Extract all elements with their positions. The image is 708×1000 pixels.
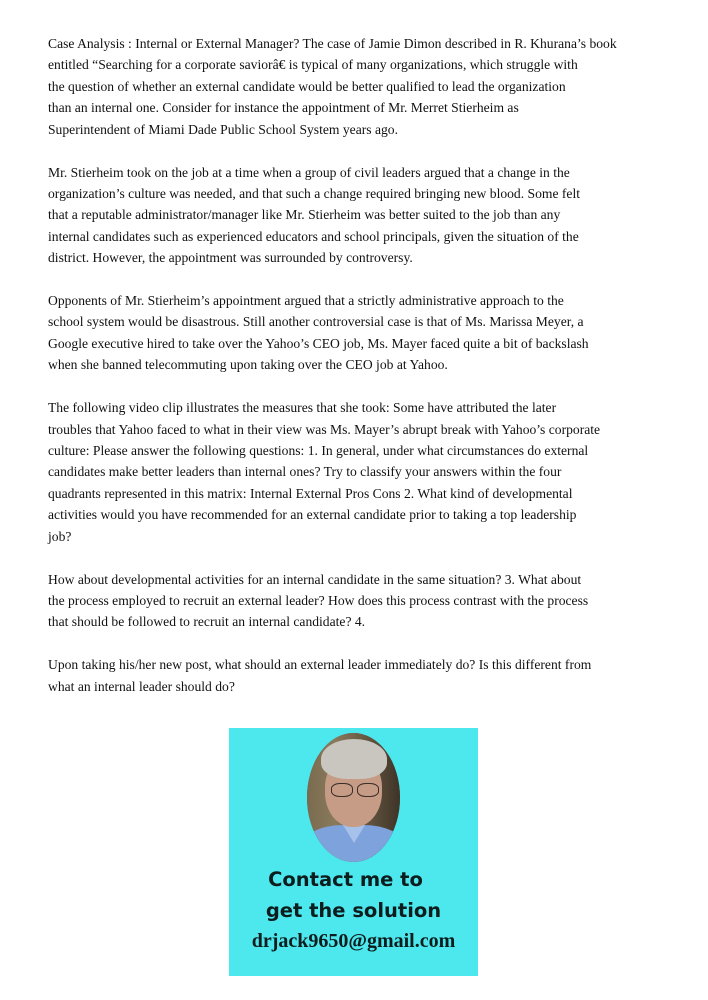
text-line: the question of whether an external candidate would be better qualified to lead the organization (48, 78, 566, 94)
text-line: that should be followed to recruit an internal candidate? 4. (48, 614, 366, 630)
text-line: Mr. Stierheim took on the job at a time when a group of civil leaders argued that a change in the (48, 164, 570, 180)
contact-banner (229, 728, 478, 976)
contact-heading-line-1: Contact me to (268, 868, 423, 891)
contact-heading-line-2: get the solution (265, 899, 442, 922)
text-line: Case Analysis : Internal or External Manager? The case of Jamie Dimon described in R. Khurana’s book (48, 36, 617, 51)
paragraph-stierheim (48, 162, 668, 269)
text-line: entitled “Searching for a corporate saviorâ€ is typical of many organizations, which struggle with (48, 57, 578, 73)
contact-email: drjack9650@gmail.com (251, 930, 456, 952)
text-line: school system would be disastrous. Still another controversial case is that of Ms. Marissa Meyer, a (48, 314, 584, 330)
paragraph-intro (48, 33, 668, 140)
text-line: Opponents of Mr. Stierheim’s appointment argued that a strictly administrative approach to the (48, 293, 564, 309)
text-line: troubles that Yahoo faced to what in their view was Ms. Mayer’s abrupt break with Yahoo’s corporate (48, 421, 601, 437)
glasses-icon (357, 783, 379, 797)
text-line: The following video clip illustrates the measures that she took: Some have attributed the later (48, 400, 557, 416)
text-line: quadrants represented in this matrix: Internal External Pros Cons 2. What kind of developmental (48, 485, 573, 501)
person-portrait-icon (307, 733, 400, 862)
text-line: Google executive hired to take over the Yahoo’s CEO job, Ms. Mayer faced quite a bit of backslash (48, 335, 589, 351)
text-line: Upon taking his/her new post, what should an external leader immediately do? Is this different from (48, 657, 592, 673)
text-line: How about developmental activities for an internal candidate in the same situation? 3. What about (48, 571, 582, 587)
text-line: than an internal one. Consider for instance the appointment of Mr. Merret Stierheim as (48, 100, 519, 116)
text-line: activities would you have recommended for an external candidate prior to taking a top leadership (48, 507, 577, 523)
text-line: when she banned telecommuting upon taking over the CEO job at Yahoo. (48, 357, 448, 373)
text-line: candidates make better leaders than internal ones? Try to classify your answers within the four (48, 464, 562, 480)
glasses-icon (331, 783, 353, 797)
text-line: job? (48, 528, 72, 544)
text-line: culture: Please answer the following questions: 1. In general, under what circumstances do external (48, 443, 589, 458)
paragraph-questions (48, 397, 668, 547)
paragraph-internal-candidate (48, 569, 668, 633)
text-line: Superintendent of Miami Dade Public School System years ago. (48, 121, 398, 137)
text-line: district. However, the appointment was surrounded by controversy. (48, 250, 413, 266)
document-body (48, 33, 668, 719)
portrait-hair (321, 739, 387, 779)
text-line: internal candidates such as experienced educators and school principals, given the situation of the (48, 228, 579, 244)
text-line: the process employed to recruit an external leader? How does this process contrast with the process (48, 592, 589, 608)
text-line: what an internal leader should do? (48, 678, 235, 694)
paragraph-new-post (48, 654, 668, 697)
text-line: organization’s culture was needed, and that such a change required bringing new blood. Some felt (48, 185, 581, 201)
paragraph-opponents (48, 290, 668, 376)
text-line: that a reputable administrator/manager like Mr. Stierheim was better suited to the job than any (48, 207, 561, 223)
